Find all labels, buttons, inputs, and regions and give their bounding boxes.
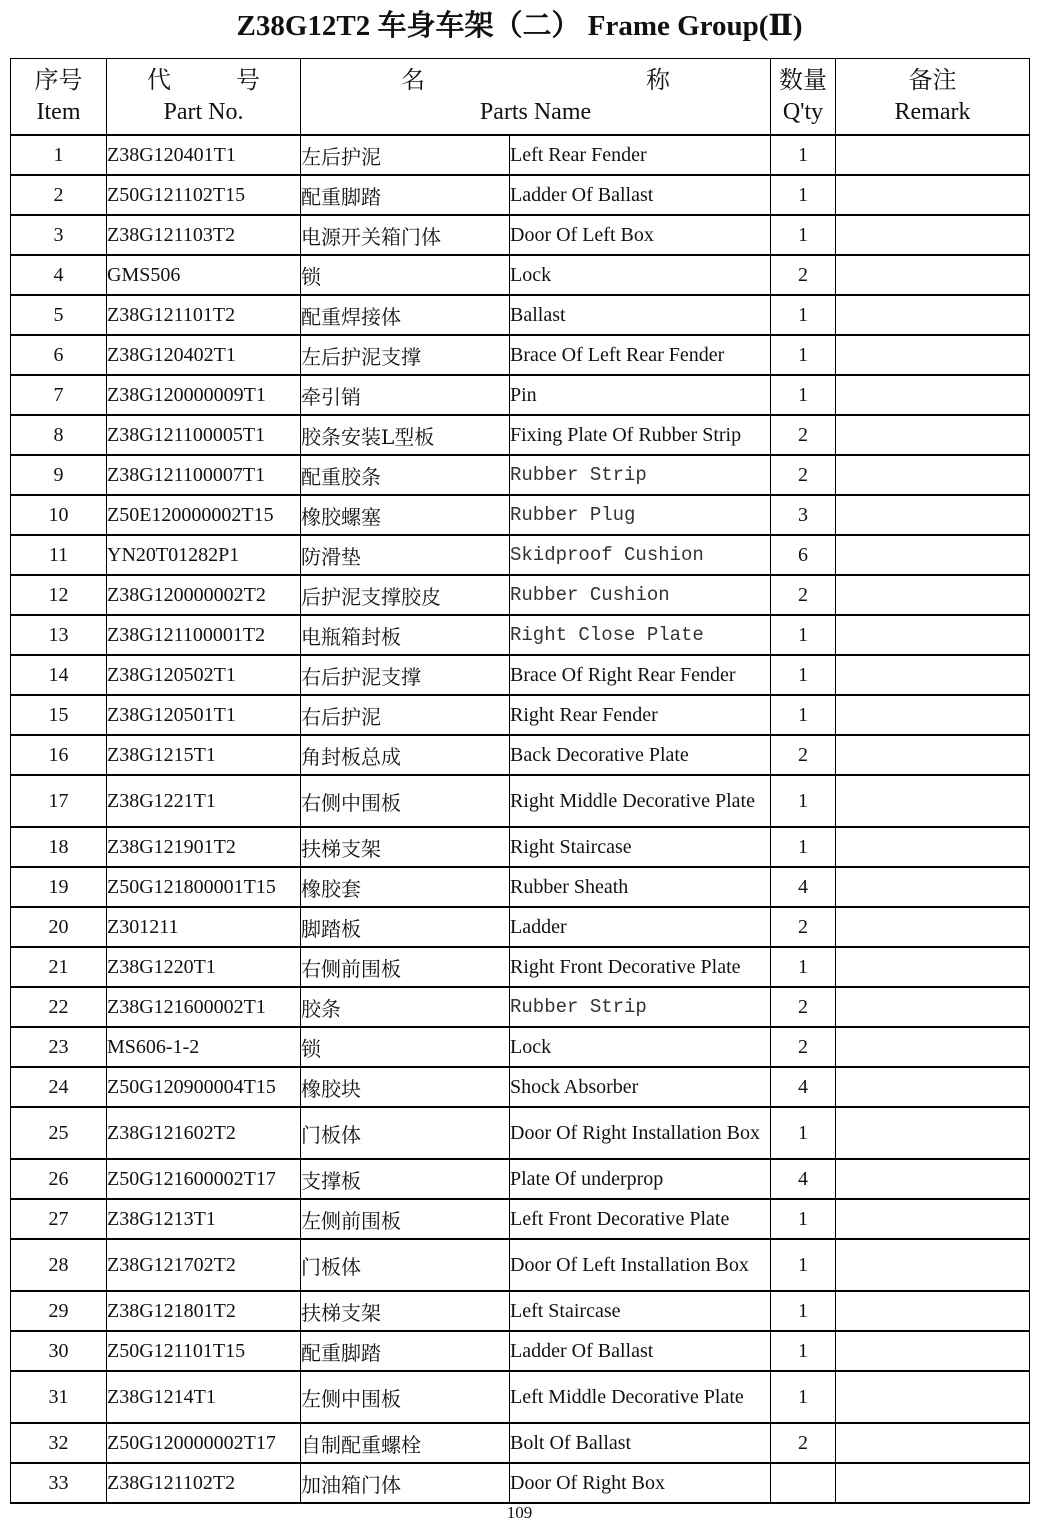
header-remark-en: Remark: [894, 98, 971, 125]
item-number: 19: [11, 867, 107, 907]
item-number: 17: [11, 775, 107, 827]
part-number: Z38G1215T1: [107, 735, 301, 775]
parts-table-body: [11, 135, 1030, 1503]
part-name-en: Pin: [510, 375, 771, 415]
item-number: 29: [11, 1291, 107, 1331]
item-number: 8: [11, 415, 107, 455]
table-row: [11, 907, 1030, 947]
part-name-en: Brace Of Left Rear Fender: [510, 335, 771, 375]
part-name-cn: 右侧前围板: [301, 947, 510, 987]
part-number: Z50E120000002T15: [107, 495, 301, 535]
header-part-cn-1: 代: [147, 67, 171, 94]
remark: [836, 1463, 1030, 1503]
item-number: 2: [11, 175, 107, 215]
remark: [836, 215, 1030, 255]
part-name-cn: 橡胶套: [301, 867, 510, 907]
page-title: Z38G12T2 车身车架（二） Frame Group(Ⅱ): [236, 10, 803, 42]
part-name-cn: 胶条: [301, 987, 510, 1027]
part-name-en: Right Front Decorative Plate: [510, 947, 771, 987]
part-name-cn: 胶条安装L型板: [301, 415, 510, 455]
part-number: YN20T01282P1: [107, 535, 301, 575]
table-row: [11, 655, 1030, 695]
quantity: 1: [771, 1371, 836, 1423]
part-name-cn: 左侧前围板: [301, 1199, 510, 1239]
part-number: Z38G121901T2: [107, 827, 301, 867]
remark: [836, 1371, 1030, 1423]
quantity: 2: [771, 1423, 836, 1463]
quantity: 1: [771, 335, 836, 375]
header-qty-cn: 数量: [779, 67, 827, 94]
header-remark-cn: 备注: [908, 67, 957, 94]
part-number: Z38G121801T2: [107, 1291, 301, 1331]
part-name-cn: 扶梯支架: [301, 827, 510, 867]
table-row: [11, 295, 1030, 335]
remark: [836, 907, 1030, 947]
part-name-cn: 橡胶螺塞: [301, 495, 510, 535]
remark: [836, 1107, 1030, 1159]
header-row: [11, 59, 1030, 136]
table-row: [11, 987, 1030, 1027]
part-name-cn: 支撑板: [301, 1159, 510, 1199]
part-name-en: Plate Of underprop: [510, 1159, 771, 1199]
part-name-cn: 配重脚踏: [301, 1331, 510, 1371]
remark: [836, 1291, 1030, 1331]
item-number: 22: [11, 987, 107, 1027]
part-name-en: Left Rear Fender: [510, 135, 771, 175]
table-row: [11, 1423, 1030, 1463]
item-number: 27: [11, 1199, 107, 1239]
remark: [836, 1331, 1030, 1371]
part-number: Z38G120501T1: [107, 695, 301, 735]
part-name-cn: 锁: [301, 1027, 510, 1067]
remark: [836, 1027, 1030, 1067]
quantity: 1: [771, 375, 836, 415]
header-parts-name: [301, 59, 771, 136]
part-name-cn: 右后护泥支撑: [301, 655, 510, 695]
quantity: 1: [771, 615, 836, 655]
table-row: [11, 1027, 1030, 1067]
table-row: [11, 615, 1030, 655]
quantity: 1: [771, 1291, 836, 1331]
part-number: Z50G121102T15: [107, 175, 301, 215]
part-number: GMS506: [107, 255, 301, 295]
quantity: 2: [771, 255, 836, 295]
table-row: [11, 535, 1030, 575]
part-name-cn: 配重脚踏: [301, 175, 510, 215]
part-name-en: Door Of Right Box: [510, 1463, 771, 1503]
page-number: 109: [506, 1503, 533, 1522]
part-name-en: Right Close Plate: [510, 615, 771, 655]
part-number: Z38G121100005T1: [107, 415, 301, 455]
remark: [836, 1067, 1030, 1107]
part-name-cn: 配重胶条: [301, 455, 510, 495]
table-row: [11, 255, 1030, 295]
table-row: [11, 1463, 1030, 1503]
quantity: 1: [771, 827, 836, 867]
table-row: [11, 1067, 1030, 1107]
item-number: 7: [11, 375, 107, 415]
part-name-en: Ballast: [510, 295, 771, 335]
remark: [836, 135, 1030, 175]
table-row: [11, 375, 1030, 415]
quantity: 2: [771, 907, 836, 947]
quantity: 6: [771, 535, 836, 575]
part-name-en: Rubber Strip: [510, 987, 771, 1027]
remark: [836, 947, 1030, 987]
part-number: MS606-1-2: [107, 1027, 301, 1067]
part-number: Z50G121101T15: [107, 1331, 301, 1371]
quantity: 1: [771, 135, 836, 175]
item-number: 28: [11, 1239, 107, 1291]
item-number: 15: [11, 695, 107, 735]
part-name-cn: 防滑垫: [301, 535, 510, 575]
part-name-cn: 角封板总成: [301, 735, 510, 775]
part-number: Z50G120000002T17: [107, 1423, 301, 1463]
part-name-cn: 自制配重螺栓: [301, 1423, 510, 1463]
part-number: Z38G120502T1: [107, 655, 301, 695]
item-number: 11: [11, 535, 107, 575]
remark: [836, 295, 1030, 335]
header-item: [11, 59, 107, 136]
table-row: [11, 575, 1030, 615]
item-number: 12: [11, 575, 107, 615]
part-name-en: Left Staircase: [510, 1291, 771, 1331]
part-name-en: Ladder: [510, 907, 771, 947]
part-number: Z38G120000002T2: [107, 575, 301, 615]
part-name-cn: 后护泥支撑胶皮: [301, 575, 510, 615]
part-number: Z38G121100007T1: [107, 455, 301, 495]
item-number: 6: [11, 335, 107, 375]
parts-table: [10, 58, 1030, 1504]
item-number: 23: [11, 1027, 107, 1067]
part-name-cn: 电源开关箱门体: [301, 215, 510, 255]
remark: [836, 415, 1030, 455]
part-name-en: Door Of Left Installation Box: [510, 1239, 771, 1291]
remark: [836, 455, 1030, 495]
item-number: 25: [11, 1107, 107, 1159]
remark: [836, 255, 1030, 295]
item-number: 4: [11, 255, 107, 295]
item-number: 20: [11, 907, 107, 947]
part-name-cn: 加油箱门体: [301, 1463, 510, 1503]
item-number: 9: [11, 455, 107, 495]
part-name-en: Shock Absorber: [510, 1067, 771, 1107]
remark: [836, 735, 1030, 775]
table-row: [11, 947, 1030, 987]
table-row: [11, 775, 1030, 827]
remark: [836, 615, 1030, 655]
part-number: Z38G1220T1: [107, 947, 301, 987]
part-number: Z301211: [107, 907, 301, 947]
remark: [836, 695, 1030, 735]
header-name-cn-1: 名: [401, 67, 425, 94]
item-number: 14: [11, 655, 107, 695]
part-name-en: Left Front Decorative Plate: [510, 1199, 771, 1239]
remark: [836, 1239, 1030, 1291]
header-name-en: Parts Name: [479, 98, 592, 125]
part-number: Z38G120401T1: [107, 135, 301, 175]
part-name-en: Bolt Of Ballast: [510, 1423, 771, 1463]
part-name-en: Rubber Sheath: [510, 867, 771, 907]
remark: [836, 775, 1030, 827]
table-row: [11, 1331, 1030, 1371]
table-row: [11, 1371, 1030, 1423]
part-name-en: Ladder Of Ballast: [510, 1331, 771, 1371]
part-name-en: Skidproof Cushion: [510, 535, 771, 575]
item-number: 21: [11, 947, 107, 987]
part-number: Z38G121602T2: [107, 1107, 301, 1159]
table-row: [11, 1159, 1030, 1199]
part-number: Z38G1221T1: [107, 775, 301, 827]
remark: [836, 575, 1030, 615]
part-name-cn: 脚踏板: [301, 907, 510, 947]
quantity: 4: [771, 1159, 836, 1199]
part-name-en: Back Decorative Plate: [510, 735, 771, 775]
table-row: [11, 415, 1030, 455]
quantity: 1: [771, 1107, 836, 1159]
table-row: [11, 455, 1030, 495]
remark: [836, 1159, 1030, 1199]
part-name-en: Left Middle Decorative Plate: [510, 1371, 771, 1423]
quantity: 4: [771, 867, 836, 907]
part-name-cn: 牵引销: [301, 375, 510, 415]
part-number: Z38G120402T1: [107, 335, 301, 375]
quantity: 1: [771, 1331, 836, 1371]
item-number: 3: [11, 215, 107, 255]
table-row: [11, 335, 1030, 375]
table-row: [11, 695, 1030, 735]
quantity: 2: [771, 575, 836, 615]
header-part-cn-2: 号: [236, 67, 260, 94]
part-number: Z38G120000009T1: [107, 375, 301, 415]
part-number: Z38G121600002T1: [107, 987, 301, 1027]
table-row: [11, 175, 1030, 215]
table-row: [11, 1107, 1030, 1159]
quantity: 1: [771, 947, 836, 987]
item-number: 1: [11, 135, 107, 175]
part-name-en: Door Of Right Installation Box: [510, 1107, 771, 1159]
remark: [836, 335, 1030, 375]
part-name-en: Rubber Strip: [510, 455, 771, 495]
item-number: 18: [11, 827, 107, 867]
table-row: [11, 135, 1030, 175]
table-row: [11, 1291, 1030, 1331]
part-number: Z38G121100001T2: [107, 615, 301, 655]
remark: [836, 987, 1030, 1027]
quantity: 1: [771, 175, 836, 215]
item-number: 5: [11, 295, 107, 335]
table-row: [11, 495, 1030, 535]
part-name-en: Lock: [510, 255, 771, 295]
table-row: [11, 1199, 1030, 1239]
part-name-cn: 电瓶箱封板: [301, 615, 510, 655]
quantity: 1: [771, 1239, 836, 1291]
header-name-cn-2: 称: [646, 67, 670, 94]
part-name-cn: 右后护泥: [301, 695, 510, 735]
header-item-en: Item: [36, 98, 81, 125]
quantity: 2: [771, 987, 836, 1027]
part-name-cn: 锁: [301, 255, 510, 295]
header-part-no: [107, 59, 301, 136]
part-name-en: Rubber Plug: [510, 495, 771, 535]
remark: [836, 827, 1030, 867]
part-name-cn: 门板体: [301, 1107, 510, 1159]
header-remark: [836, 59, 1030, 136]
remark: [836, 1199, 1030, 1239]
quantity: 1: [771, 1199, 836, 1239]
part-number: Z38G121101T2: [107, 295, 301, 335]
item-number: 33: [11, 1463, 107, 1503]
part-number: Z38G121103T2: [107, 215, 301, 255]
item-number: 26: [11, 1159, 107, 1199]
remark: [836, 535, 1030, 575]
part-name-cn: 左侧中围板: [301, 1371, 510, 1423]
part-name-cn: 橡胶块: [301, 1067, 510, 1107]
part-name-en: Right Middle Decorative Plate: [510, 775, 771, 827]
part-name-cn: 配重焊接体: [301, 295, 510, 335]
part-name-en: Lock: [510, 1027, 771, 1067]
quantity: 2: [771, 455, 836, 495]
part-name-en: Brace Of Right Rear Fender: [510, 655, 771, 695]
part-number: Z50G121800001T15: [107, 867, 301, 907]
part-name-cn: 门板体: [301, 1239, 510, 1291]
quantity: [771, 1463, 836, 1503]
part-number: Z50G121600002T17: [107, 1159, 301, 1199]
remark: [836, 867, 1030, 907]
quantity: 2: [771, 1027, 836, 1067]
part-name-en: Fixing Plate Of Rubber Strip: [510, 415, 771, 455]
part-number: Z38G1214T1: [107, 1371, 301, 1423]
remark: [836, 655, 1030, 695]
remark: [836, 375, 1030, 415]
item-number: 30: [11, 1331, 107, 1371]
part-name-en: Right Staircase: [510, 827, 771, 867]
header-part-en: Part No.: [163, 98, 244, 125]
part-name-cn: 右侧中围板: [301, 775, 510, 827]
quantity: 1: [771, 215, 836, 255]
header-qty: [771, 59, 836, 136]
quantity: 1: [771, 695, 836, 735]
quantity: 1: [771, 775, 836, 827]
header-item-cn: 序号: [34, 67, 83, 94]
remark: [836, 175, 1030, 215]
quantity: 4: [771, 1067, 836, 1107]
quantity: 3: [771, 495, 836, 535]
quantity: 1: [771, 295, 836, 335]
part-name-en: Rubber Cushion: [510, 575, 771, 615]
part-name-cn: 左后护泥: [301, 135, 510, 175]
table-row: [11, 827, 1030, 867]
item-number: 10: [11, 495, 107, 535]
part-name-en: Right Rear Fender: [510, 695, 771, 735]
part-number: Z38G121102T2: [107, 1463, 301, 1503]
part-name-en: Ladder Of Ballast: [510, 175, 771, 215]
part-name-cn: 扶梯支架: [301, 1291, 510, 1331]
quantity: 2: [771, 415, 836, 455]
item-number: 32: [11, 1423, 107, 1463]
item-number: 31: [11, 1371, 107, 1423]
part-number: Z38G121702T2: [107, 1239, 301, 1291]
table-row: [11, 867, 1030, 907]
remark: [836, 495, 1030, 535]
item-number: 16: [11, 735, 107, 775]
quantity: 2: [771, 735, 836, 775]
part-number: Z38G1213T1: [107, 1199, 301, 1239]
part-name-en: Door Of Left Box: [510, 215, 771, 255]
part-number: Z50G120900004T15: [107, 1067, 301, 1107]
item-number: 24: [11, 1067, 107, 1107]
quantity: 1: [771, 655, 836, 695]
remark: [836, 1423, 1030, 1463]
table-row: [11, 735, 1030, 775]
table-row: [11, 215, 1030, 255]
table-row: [11, 1239, 1030, 1291]
part-name-cn: 左后护泥支撑: [301, 335, 510, 375]
item-number: 13: [11, 615, 107, 655]
header-qty-en: Q'ty: [782, 98, 824, 125]
